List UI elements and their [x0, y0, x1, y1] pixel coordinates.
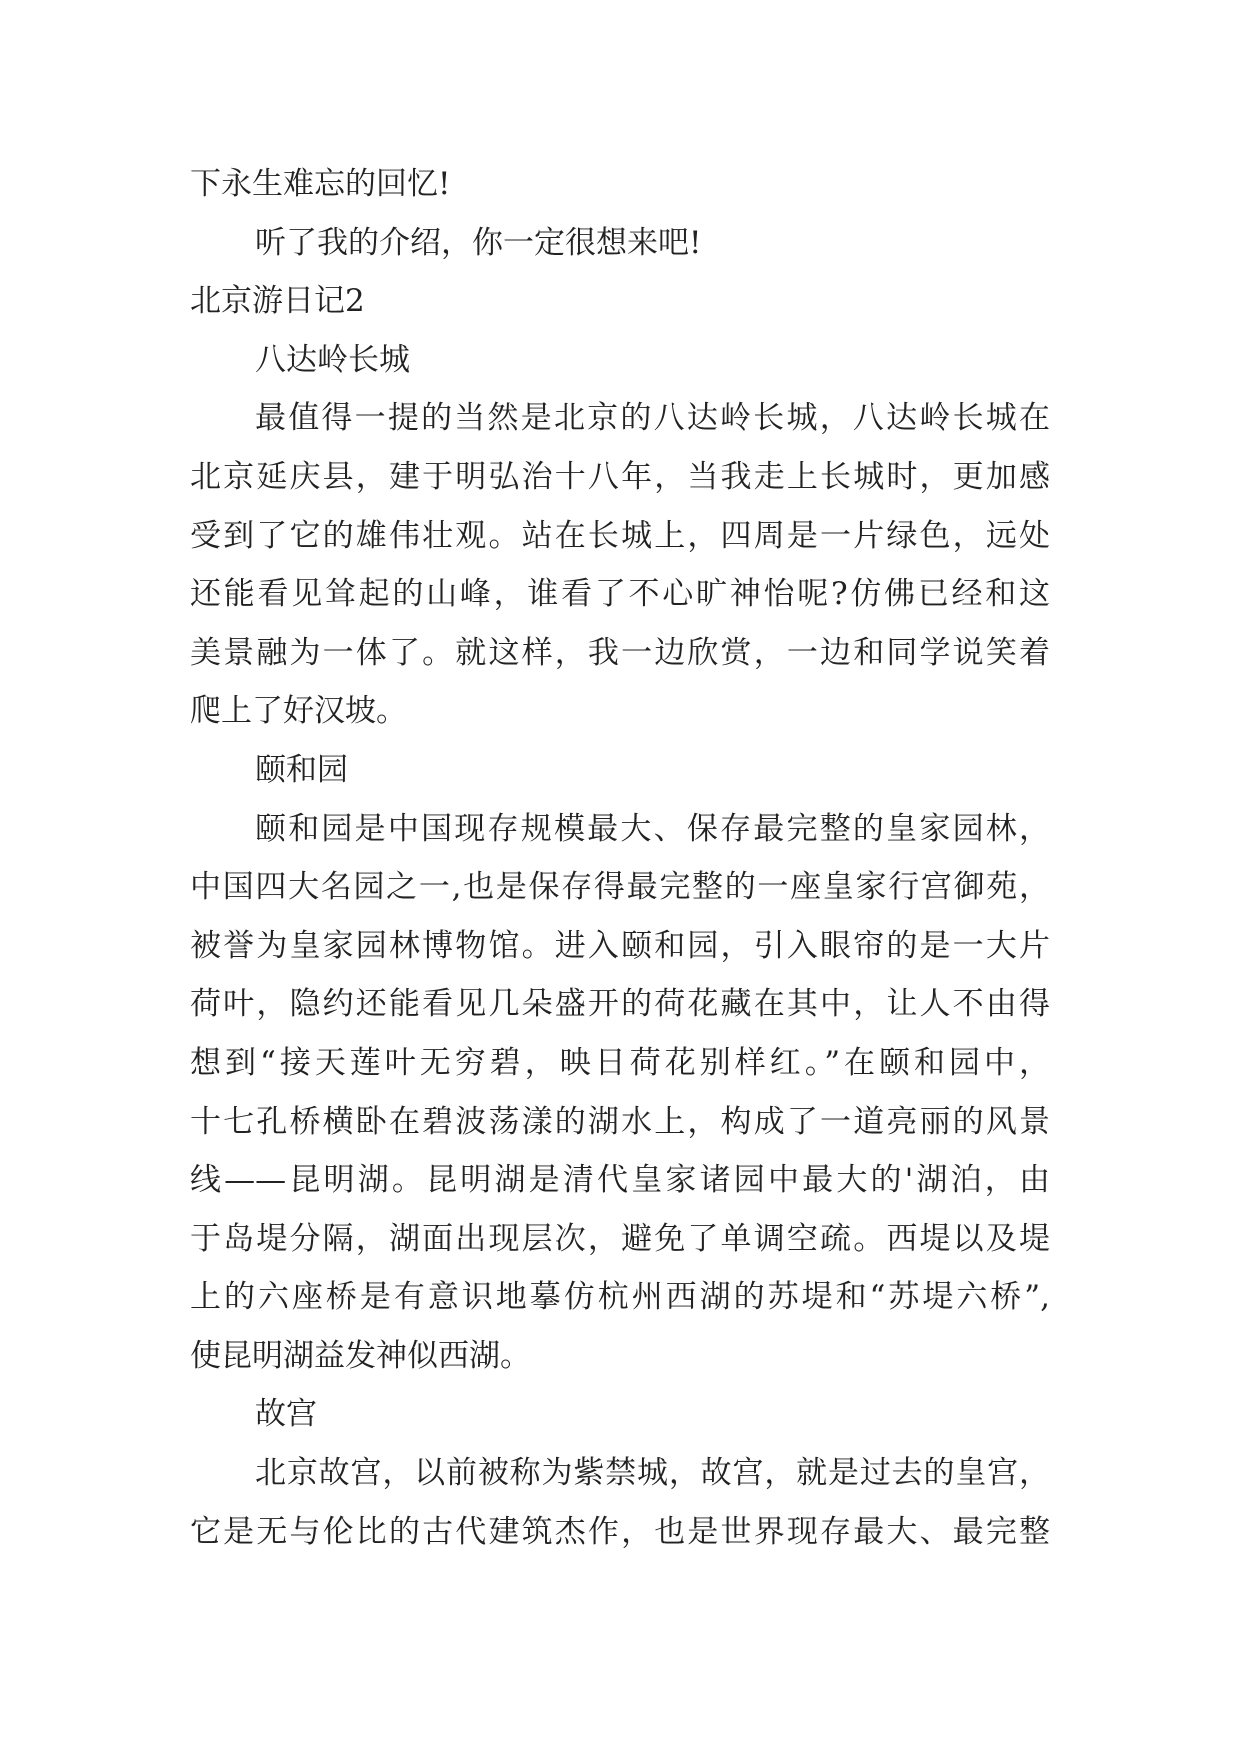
- text-line: 线——昆明湖。昆明湖是清代皇家诸园中最大的'湖泊，由: [190, 1162, 1050, 1199]
- subheading-badaling: 八达岭长城: [255, 341, 410, 378]
- text-line: 荷叶，隐约还能看见几朵盛开的荷花藏在其中，让人不由得: [190, 986, 1050, 1023]
- text-line: 使昆明湖益发神似西湖。: [190, 1337, 531, 1374]
- text-line: 听了我的介绍，你一定很想来吧!: [255, 224, 702, 261]
- text-line: 十七孔桥横卧在碧波荡漾的湖水上，构成了一道亮丽的风景: [190, 1103, 1050, 1140]
- subheading-forbidden-city: 故宫: [255, 1396, 317, 1433]
- text-line: 爬上了好汉坡。: [190, 693, 407, 730]
- text-line: 上的六座桥是有意识地摹仿杭州西湖的苏堤和“苏堤六桥”,: [190, 1279, 1050, 1316]
- text-line: 最值得一提的当然是北京的八达岭长城，八达岭长城在: [255, 400, 1050, 437]
- section-title: 北京游日记2: [190, 283, 365, 320]
- text-line: 北京故宫，以前被称为紫禁城，故宫，就是过去的皇宫，: [255, 1455, 1050, 1492]
- text-line: 于岛堤分隔，湖面出现层次，避免了单调空疏。西堤以及堤: [190, 1220, 1050, 1257]
- text-line: 受到了它的雄伟壮观。站在长城上，四周是一片绿色，远处: [190, 517, 1050, 554]
- text-line: 颐和园是中国现存规模最大、保存最完整的皇家园林，: [255, 810, 1050, 847]
- subheading-summer-palace: 颐和园: [255, 751, 348, 788]
- text-line: 它是无与伦比的古代建筑杰作，也是世界现存最大、最完整: [190, 1513, 1050, 1550]
- text-line: 被誉为皇家园林博物馆。进入颐和园，引入眼帘的是一大片: [190, 927, 1050, 964]
- text-line: 想到“接天莲叶无穷碧，映日荷花别样红。”在颐和园中，: [190, 1044, 1050, 1081]
- text-line: 还能看见耸起的山峰，谁看了不心旷神怡呢?仿佛已经和这: [190, 576, 1050, 613]
- text-line: 北京延庆县，建于明弘治十八年，当我走上长城时，更加感: [190, 458, 1050, 495]
- document-body: [190, 155, 1050, 1561]
- text-line: 下永生难忘的回忆!: [190, 166, 451, 202]
- text-line: 美景融为一体了。就这样，我一边欣赏，一边和同学说笑着: [190, 634, 1050, 671]
- text-line: 中国四大名园之一,也是保存得最完整的一座皇家行宫御苑，: [190, 869, 1050, 906]
